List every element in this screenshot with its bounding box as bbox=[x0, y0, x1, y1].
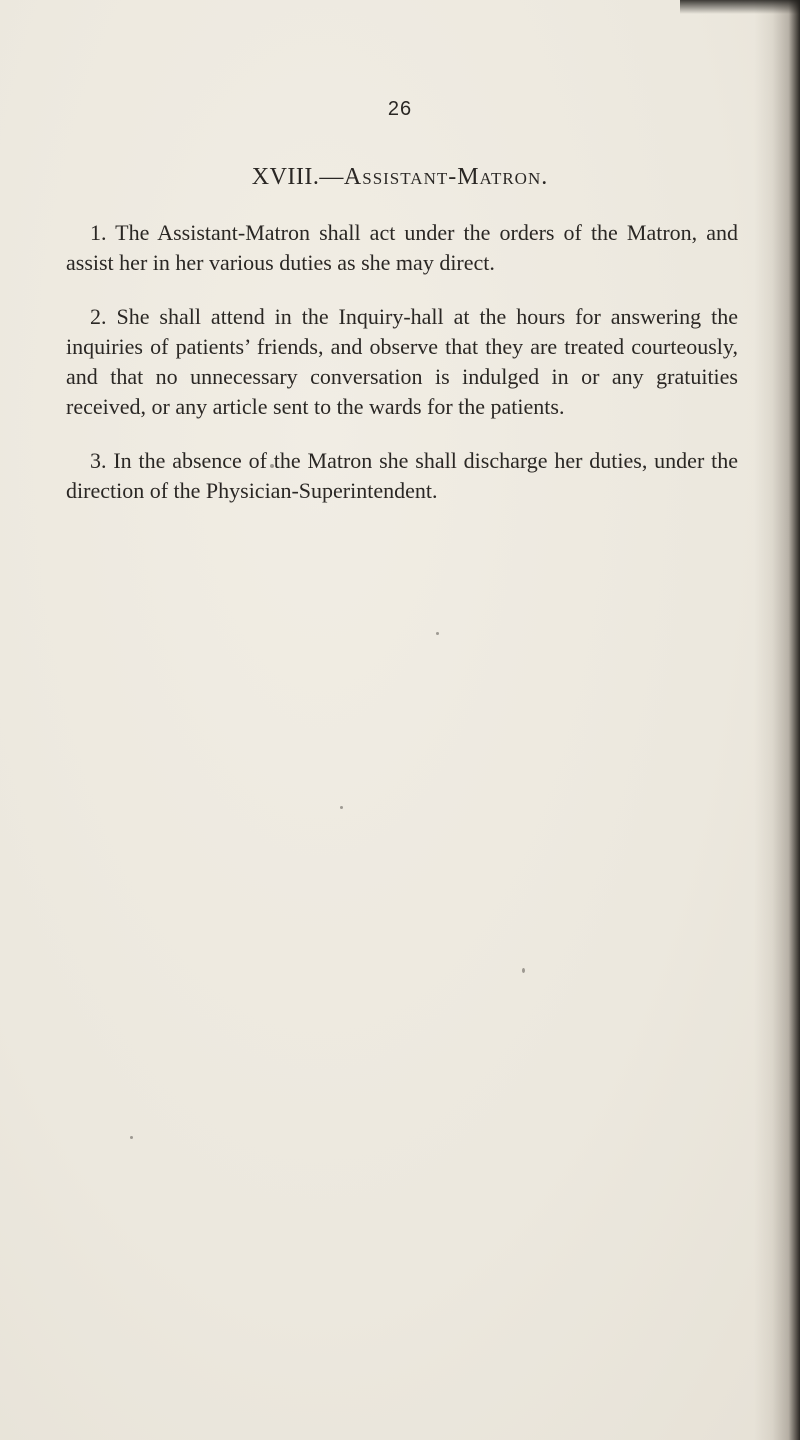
page-number: 26 bbox=[387, 98, 413, 120]
section-heading bbox=[0, 164, 800, 191]
ink-speck bbox=[436, 632, 439, 635]
paragraph-1: 1. The Assistant-Matron shall act under the orders of the Matron, and assist her in her various duties as she may direct. bbox=[66, 220, 738, 275]
section-numeral: XVIII.— bbox=[251, 164, 344, 190]
ink-speck bbox=[130, 1136, 133, 1139]
ink-speck bbox=[340, 806, 343, 809]
section-body bbox=[66, 218, 738, 530]
ink-speck bbox=[270, 464, 274, 468]
paragraph-3: 3. In the absence of the Matron she shall discharge her duties, under the direction of the Physician-Superintendent. bbox=[66, 448, 738, 503]
section-title: Assistant-Matron. bbox=[343, 164, 549, 190]
page-edge-shadow bbox=[754, 0, 800, 1440]
page-corner-shadow bbox=[680, 0, 800, 14]
paragraph-2: 2. She shall attend in the Inquiry-hall at the hours for answering the inquiries of patients’ friends, and observe that they are treated courteously, and that no unnecessary conversation is indulged in or any gratuities received, or any article sent to the wards for the patients. bbox=[66, 304, 738, 419]
ink-speck bbox=[522, 968, 525, 973]
